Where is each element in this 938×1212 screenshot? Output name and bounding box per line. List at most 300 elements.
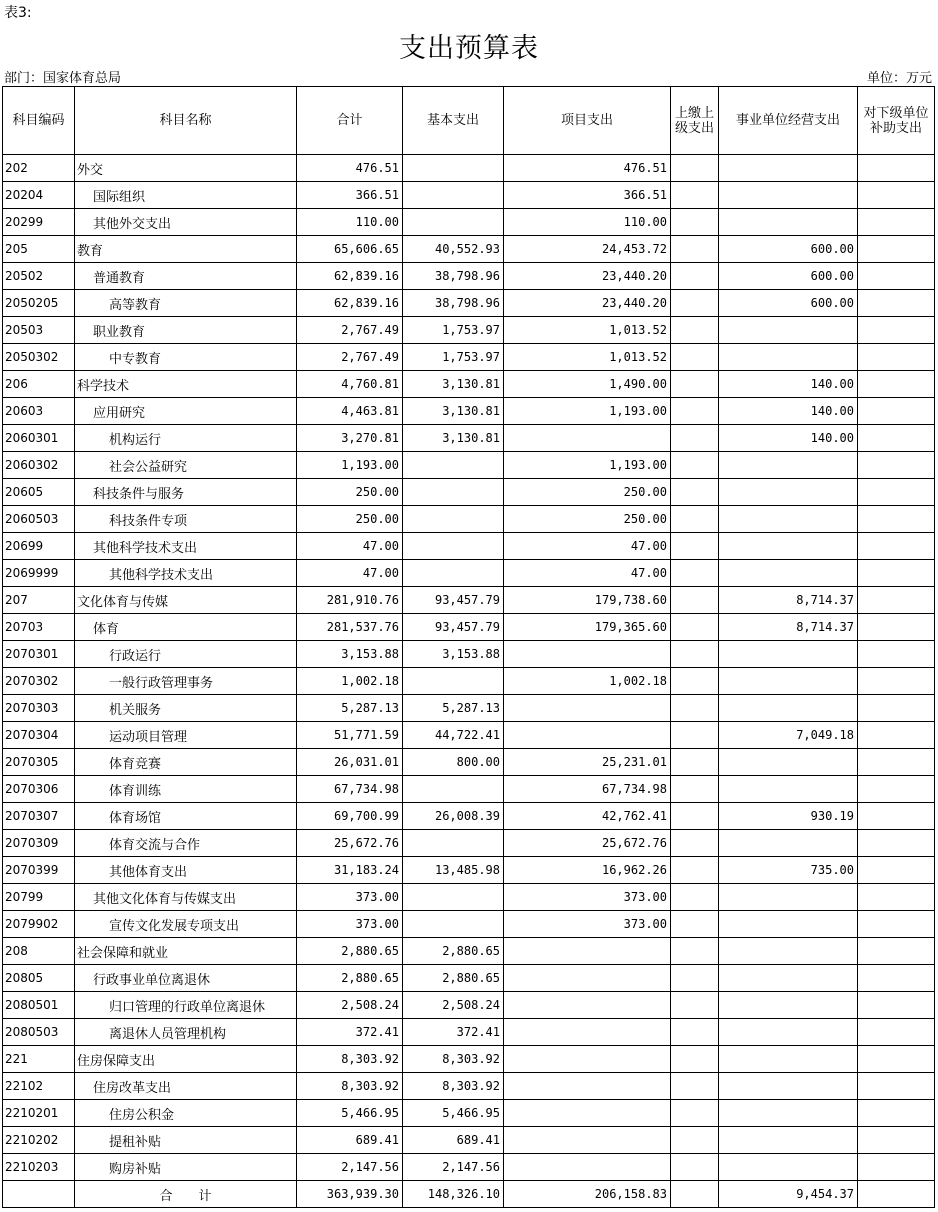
cell-project bbox=[504, 1046, 671, 1073]
cell-basic: 3,130.81 bbox=[403, 425, 504, 452]
cell-business bbox=[719, 344, 858, 371]
cell-total: 3,153.88 bbox=[297, 641, 403, 668]
table-row bbox=[3, 1154, 935, 1181]
cell-business bbox=[719, 317, 858, 344]
cell-code: 2070309 bbox=[3, 830, 75, 857]
cell-name: 其他科学技术支出 bbox=[75, 533, 297, 560]
cell-name: 文化体育与传媒 bbox=[75, 587, 297, 614]
cell-total: 1,002.18 bbox=[297, 668, 403, 695]
cell-code: 2070303 bbox=[3, 695, 75, 722]
table-row bbox=[3, 1019, 935, 1046]
cell-business: 930.19 bbox=[719, 803, 858, 830]
cell-basic: 38,798.96 bbox=[403, 290, 504, 317]
cell-basic: 148,326.10 bbox=[403, 1181, 504, 1208]
cell-business: 140.00 bbox=[719, 425, 858, 452]
cell-total: 62,839.16 bbox=[297, 263, 403, 290]
cell-name: 体育竞赛 bbox=[75, 749, 297, 776]
cell-basic bbox=[403, 533, 504, 560]
cell-business: 600.00 bbox=[719, 290, 858, 317]
cell-subsidy bbox=[858, 425, 935, 452]
cell-subsidy bbox=[858, 830, 935, 857]
cell-project: 25,672.76 bbox=[504, 830, 671, 857]
cell-code: 2070306 bbox=[3, 776, 75, 803]
cell-business bbox=[719, 884, 858, 911]
table-row bbox=[3, 830, 935, 857]
table-row bbox=[3, 1046, 935, 1073]
cell-business: 8,714.37 bbox=[719, 587, 858, 614]
cell-project: 24,453.72 bbox=[504, 236, 671, 263]
cell-upper bbox=[671, 641, 719, 668]
cell-upper bbox=[671, 425, 719, 452]
header-business: 事业单位经营支出 bbox=[719, 87, 858, 155]
table-row bbox=[3, 560, 935, 587]
cell-subsidy bbox=[858, 722, 935, 749]
cell-upper bbox=[671, 857, 719, 884]
table-row bbox=[3, 479, 935, 506]
cell-upper bbox=[671, 614, 719, 641]
cell-total: 8,303.92 bbox=[297, 1046, 403, 1073]
cell-business bbox=[719, 560, 858, 587]
cell-code: 2070307 bbox=[3, 803, 75, 830]
cell-upper bbox=[671, 371, 719, 398]
table-row bbox=[3, 965, 935, 992]
cell-subsidy bbox=[858, 344, 935, 371]
cell-name: 一般行政管理事务 bbox=[75, 668, 297, 695]
cell-project bbox=[504, 1127, 671, 1154]
header-project: 项目支出 bbox=[504, 87, 671, 155]
cell-code: 2070301 bbox=[3, 641, 75, 668]
cell-upper bbox=[671, 911, 719, 938]
cell-project: 1,002.18 bbox=[504, 668, 671, 695]
cell-business: 7,049.18 bbox=[719, 722, 858, 749]
table-row bbox=[3, 884, 935, 911]
page-title: 支出预算表 bbox=[399, 33, 539, 64]
cell-name: 体育 bbox=[75, 614, 297, 641]
cell-code: 2050302 bbox=[3, 344, 75, 371]
cell-total: 281,537.76 bbox=[297, 614, 403, 641]
cell-code: 20502 bbox=[3, 263, 75, 290]
table-row bbox=[3, 1073, 935, 1100]
cell-name: 普通教育 bbox=[75, 263, 297, 290]
cell-project: 67,734.98 bbox=[504, 776, 671, 803]
cell-name: 运动项目管理 bbox=[75, 722, 297, 749]
cell-subsidy bbox=[858, 776, 935, 803]
table-row bbox=[3, 614, 935, 641]
cell-basic bbox=[403, 776, 504, 803]
cell-business bbox=[719, 749, 858, 776]
cell-total: 250.00 bbox=[297, 479, 403, 506]
unit-label: 单位：万元 bbox=[866, 71, 932, 86]
cell-name: 职业教育 bbox=[75, 317, 297, 344]
cell-name: 应用研究 bbox=[75, 398, 297, 425]
cell-code: 20699 bbox=[3, 533, 75, 560]
cell-name: 其他文化体育与传媒支出 bbox=[75, 884, 297, 911]
cell-project: 16,962.26 bbox=[504, 857, 671, 884]
department-label: 部门：国家体育总局 bbox=[4, 71, 122, 86]
cell-subsidy bbox=[858, 803, 935, 830]
table-row bbox=[3, 857, 935, 884]
cell-name: 体育交流与合作 bbox=[75, 830, 297, 857]
table-row bbox=[3, 668, 935, 695]
cell-business bbox=[719, 830, 858, 857]
cell-business: 9,454.37 bbox=[719, 1181, 858, 1208]
cell-total: 372.41 bbox=[297, 1019, 403, 1046]
cell-name: 合 计 bbox=[75, 1181, 297, 1208]
cell-basic bbox=[403, 668, 504, 695]
cell-code: 20805 bbox=[3, 965, 75, 992]
cell-total: 47.00 bbox=[297, 560, 403, 587]
header-name: 科目名称 bbox=[75, 87, 297, 155]
header-basic: 基本支出 bbox=[403, 87, 504, 155]
cell-name: 住房保障支出 bbox=[75, 1046, 297, 1073]
cell-subsidy bbox=[858, 992, 935, 1019]
cell-upper bbox=[671, 587, 719, 614]
cell-project: 1,013.52 bbox=[504, 344, 671, 371]
cell-name: 教育 bbox=[75, 236, 297, 263]
cell-name: 行政运行 bbox=[75, 641, 297, 668]
cell-subsidy bbox=[858, 857, 935, 884]
cell-total: 5,287.13 bbox=[297, 695, 403, 722]
cell-basic: 40,552.93 bbox=[403, 236, 504, 263]
table-row bbox=[3, 938, 935, 965]
cell-business: 600.00 bbox=[719, 263, 858, 290]
cell-business bbox=[719, 155, 858, 182]
cell-name: 其他体育支出 bbox=[75, 857, 297, 884]
cell-basic: 800.00 bbox=[403, 749, 504, 776]
cell-business bbox=[719, 1073, 858, 1100]
cell-project bbox=[504, 695, 671, 722]
cell-total: 2,147.56 bbox=[297, 1154, 403, 1181]
cell-code: 208 bbox=[3, 938, 75, 965]
cell-subsidy bbox=[858, 749, 935, 776]
cell-name: 中专教育 bbox=[75, 344, 297, 371]
cell-code: 207 bbox=[3, 587, 75, 614]
table-row bbox=[3, 182, 935, 209]
cell-upper bbox=[671, 938, 719, 965]
cell-total: 2,767.49 bbox=[297, 317, 403, 344]
cell-code: 2210202 bbox=[3, 1127, 75, 1154]
cell-basic bbox=[403, 452, 504, 479]
cell-code: 20605 bbox=[3, 479, 75, 506]
cell-business bbox=[719, 668, 858, 695]
cell-subsidy bbox=[858, 695, 935, 722]
cell-upper bbox=[671, 722, 719, 749]
table-header-row bbox=[3, 87, 935, 155]
cell-upper bbox=[671, 1046, 719, 1073]
cell-upper bbox=[671, 1181, 719, 1208]
cell-total: 2,880.65 bbox=[297, 965, 403, 992]
cell-subsidy bbox=[858, 398, 935, 425]
cell-code: 20503 bbox=[3, 317, 75, 344]
cell-total: 62,839.16 bbox=[297, 290, 403, 317]
cell-basic bbox=[403, 209, 504, 236]
cell-project: 476.51 bbox=[504, 155, 671, 182]
cell-total: 250.00 bbox=[297, 506, 403, 533]
cell-subsidy bbox=[858, 1154, 935, 1181]
cell-code: 221 bbox=[3, 1046, 75, 1073]
cell-upper bbox=[671, 1100, 719, 1127]
cell-project: 42,762.41 bbox=[504, 803, 671, 830]
table-row bbox=[3, 749, 935, 776]
cell-business bbox=[719, 209, 858, 236]
table-row bbox=[3, 344, 935, 371]
cell-upper bbox=[671, 1073, 719, 1100]
header-total: 合计 bbox=[297, 87, 403, 155]
cell-upper bbox=[671, 1154, 719, 1181]
table-row bbox=[3, 425, 935, 452]
cell-basic: 3,130.81 bbox=[403, 398, 504, 425]
cell-code: 2070304 bbox=[3, 722, 75, 749]
cell-total: 51,771.59 bbox=[297, 722, 403, 749]
cell-basic bbox=[403, 479, 504, 506]
cell-project: 1,490.00 bbox=[504, 371, 671, 398]
cell-code: 20603 bbox=[3, 398, 75, 425]
table-row bbox=[3, 803, 935, 830]
cell-subsidy bbox=[858, 263, 935, 290]
cell-total: 65,606.65 bbox=[297, 236, 403, 263]
cell-subsidy bbox=[858, 236, 935, 263]
cell-subsidy bbox=[858, 209, 935, 236]
cell-total: 1,193.00 bbox=[297, 452, 403, 479]
cell-basic: 1,753.97 bbox=[403, 344, 504, 371]
cell-total: 3,270.81 bbox=[297, 425, 403, 452]
table-row bbox=[3, 911, 935, 938]
cell-business bbox=[719, 479, 858, 506]
cell-subsidy bbox=[858, 155, 935, 182]
cell-name: 行政事业单位离退休 bbox=[75, 965, 297, 992]
cell-business bbox=[719, 641, 858, 668]
cell-code: 2210201 bbox=[3, 1100, 75, 1127]
cell-name: 其他外交支出 bbox=[75, 209, 297, 236]
cell-subsidy bbox=[858, 587, 935, 614]
cell-subsidy bbox=[858, 317, 935, 344]
cell-basic bbox=[403, 182, 504, 209]
cell-upper bbox=[671, 452, 719, 479]
cell-name: 住房改革支出 bbox=[75, 1073, 297, 1100]
cell-subsidy bbox=[858, 479, 935, 506]
cell-name: 住房公积金 bbox=[75, 1100, 297, 1127]
table-row bbox=[3, 155, 935, 182]
cell-basic: 26,008.39 bbox=[403, 803, 504, 830]
cell-name: 机构运行 bbox=[75, 425, 297, 452]
cell-basic bbox=[403, 155, 504, 182]
cell-total: 47.00 bbox=[297, 533, 403, 560]
cell-total: 67,734.98 bbox=[297, 776, 403, 803]
cell-business bbox=[719, 1127, 858, 1154]
cell-business bbox=[719, 1100, 858, 1127]
cell-project bbox=[504, 965, 671, 992]
cell-project: 366.51 bbox=[504, 182, 671, 209]
cell-upper bbox=[671, 1127, 719, 1154]
cell-project: 373.00 bbox=[504, 884, 671, 911]
header-upper: 上缴上级支出 bbox=[671, 87, 719, 155]
cell-upper bbox=[671, 965, 719, 992]
cell-code: 2210203 bbox=[3, 1154, 75, 1181]
cell-upper bbox=[671, 1019, 719, 1046]
table-row bbox=[3, 1100, 935, 1127]
cell-total: 689.41 bbox=[297, 1127, 403, 1154]
cell-total: 25,672.76 bbox=[297, 830, 403, 857]
cell-code: 2079902 bbox=[3, 911, 75, 938]
cell-total: 373.00 bbox=[297, 911, 403, 938]
cell-name: 归口管理的行政单位离退休 bbox=[75, 992, 297, 1019]
cell-upper bbox=[671, 344, 719, 371]
cell-basic: 8,303.92 bbox=[403, 1073, 504, 1100]
cell-code: 22102 bbox=[3, 1073, 75, 1100]
table-row bbox=[3, 209, 935, 236]
cell-business bbox=[719, 938, 858, 965]
cell-project: 250.00 bbox=[504, 506, 671, 533]
cell-basic: 5,466.95 bbox=[403, 1100, 504, 1127]
cell-subsidy bbox=[858, 1127, 935, 1154]
cell-code: 205 bbox=[3, 236, 75, 263]
cell-upper bbox=[671, 317, 719, 344]
cell-name: 外交 bbox=[75, 155, 297, 182]
cell-code: 2070399 bbox=[3, 857, 75, 884]
table-row bbox=[3, 398, 935, 425]
table-number-label: 表3: bbox=[4, 5, 32, 21]
cell-code: 20299 bbox=[3, 209, 75, 236]
cell-subsidy bbox=[858, 290, 935, 317]
cell-project bbox=[504, 1019, 671, 1046]
cell-business bbox=[719, 533, 858, 560]
cell-project: 23,440.20 bbox=[504, 290, 671, 317]
cell-total: 8,303.92 bbox=[297, 1073, 403, 1100]
cell-upper bbox=[671, 533, 719, 560]
cell-project bbox=[504, 641, 671, 668]
cell-subsidy bbox=[858, 533, 935, 560]
cell-basic bbox=[403, 884, 504, 911]
cell-business bbox=[719, 911, 858, 938]
cell-project: 206,158.83 bbox=[504, 1181, 671, 1208]
cell-business bbox=[719, 695, 858, 722]
cell-project bbox=[504, 1100, 671, 1127]
cell-project: 23,440.20 bbox=[504, 263, 671, 290]
cell-business bbox=[719, 1154, 858, 1181]
cell-subsidy bbox=[858, 911, 935, 938]
cell-upper bbox=[671, 398, 719, 425]
cell-business: 600.00 bbox=[719, 236, 858, 263]
cell-subsidy bbox=[858, 506, 935, 533]
cell-code: 20799 bbox=[3, 884, 75, 911]
table-row bbox=[3, 641, 935, 668]
cell-project: 373.00 bbox=[504, 911, 671, 938]
cell-subsidy bbox=[858, 560, 935, 587]
cell-upper bbox=[671, 506, 719, 533]
cell-total: 4,760.81 bbox=[297, 371, 403, 398]
cell-subsidy bbox=[858, 641, 935, 668]
cell-upper bbox=[671, 479, 719, 506]
cell-business bbox=[719, 776, 858, 803]
cell-basic: 13,485.98 bbox=[403, 857, 504, 884]
cell-basic: 372.41 bbox=[403, 1019, 504, 1046]
cell-project: 250.00 bbox=[504, 479, 671, 506]
cell-upper bbox=[671, 884, 719, 911]
cell-project bbox=[504, 1154, 671, 1181]
cell-name: 宣传文化发展专项支出 bbox=[75, 911, 297, 938]
cell-name: 体育场馆 bbox=[75, 803, 297, 830]
cell-subsidy bbox=[858, 371, 935, 398]
cell-basic: 2,147.56 bbox=[403, 1154, 504, 1181]
cell-name: 离退休人员管理机构 bbox=[75, 1019, 297, 1046]
cell-project bbox=[504, 425, 671, 452]
cell-upper bbox=[671, 668, 719, 695]
table-row bbox=[3, 992, 935, 1019]
cell-project bbox=[504, 992, 671, 1019]
cell-basic: 2,508.24 bbox=[403, 992, 504, 1019]
cell-subsidy bbox=[858, 182, 935, 209]
cell-subsidy bbox=[858, 1181, 935, 1208]
cell-code: 2060301 bbox=[3, 425, 75, 452]
cell-total: 2,508.24 bbox=[297, 992, 403, 1019]
cell-code: 20703 bbox=[3, 614, 75, 641]
cell-basic: 2,880.65 bbox=[403, 965, 504, 992]
cell-name: 高等教育 bbox=[75, 290, 297, 317]
cell-basic: 93,457.79 bbox=[403, 587, 504, 614]
table-row bbox=[3, 263, 935, 290]
cell-total: 2,767.49 bbox=[297, 344, 403, 371]
cell-project bbox=[504, 1073, 671, 1100]
cell-total: 4,463.81 bbox=[297, 398, 403, 425]
cell-project: 179,738.60 bbox=[504, 587, 671, 614]
cell-code: 2060302 bbox=[3, 452, 75, 479]
cell-subsidy bbox=[858, 1046, 935, 1073]
cell-upper bbox=[671, 236, 719, 263]
table-row bbox=[3, 506, 935, 533]
cell-subsidy bbox=[858, 938, 935, 965]
cell-total: 26,031.01 bbox=[297, 749, 403, 776]
cell-business bbox=[719, 506, 858, 533]
cell-name: 科技条件专项 bbox=[75, 506, 297, 533]
cell-upper bbox=[671, 803, 719, 830]
cell-code: 20204 bbox=[3, 182, 75, 209]
cell-name: 社会保障和就业 bbox=[75, 938, 297, 965]
cell-name: 科学技术 bbox=[75, 371, 297, 398]
cell-upper bbox=[671, 830, 719, 857]
cell-upper bbox=[671, 155, 719, 182]
cell-total: 476.51 bbox=[297, 155, 403, 182]
cell-code bbox=[3, 1181, 75, 1208]
cell-code: 206 bbox=[3, 371, 75, 398]
cell-business bbox=[719, 452, 858, 479]
cell-project bbox=[504, 722, 671, 749]
cell-total: 69,700.99 bbox=[297, 803, 403, 830]
table-row bbox=[3, 776, 935, 803]
cell-business bbox=[719, 965, 858, 992]
cell-total: 110.00 bbox=[297, 209, 403, 236]
cell-subsidy bbox=[858, 1019, 935, 1046]
cell-business bbox=[719, 992, 858, 1019]
cell-basic: 2,880.65 bbox=[403, 938, 504, 965]
table-row bbox=[3, 452, 935, 479]
cell-name: 科技条件与服务 bbox=[75, 479, 297, 506]
cell-basic: 5,287.13 bbox=[403, 695, 504, 722]
cell-project: 47.00 bbox=[504, 533, 671, 560]
cell-subsidy bbox=[858, 884, 935, 911]
cell-name: 社会公益研究 bbox=[75, 452, 297, 479]
cell-code: 202 bbox=[3, 155, 75, 182]
cell-total: 5,466.95 bbox=[297, 1100, 403, 1127]
cell-upper bbox=[671, 992, 719, 1019]
cell-total: 281,910.76 bbox=[297, 587, 403, 614]
table-row bbox=[3, 587, 935, 614]
cell-basic bbox=[403, 830, 504, 857]
table-row bbox=[3, 317, 935, 344]
cell-project: 25,231.01 bbox=[504, 749, 671, 776]
cell-basic: 44,722.41 bbox=[403, 722, 504, 749]
cell-project bbox=[504, 938, 671, 965]
cell-name: 购房补贴 bbox=[75, 1154, 297, 1181]
